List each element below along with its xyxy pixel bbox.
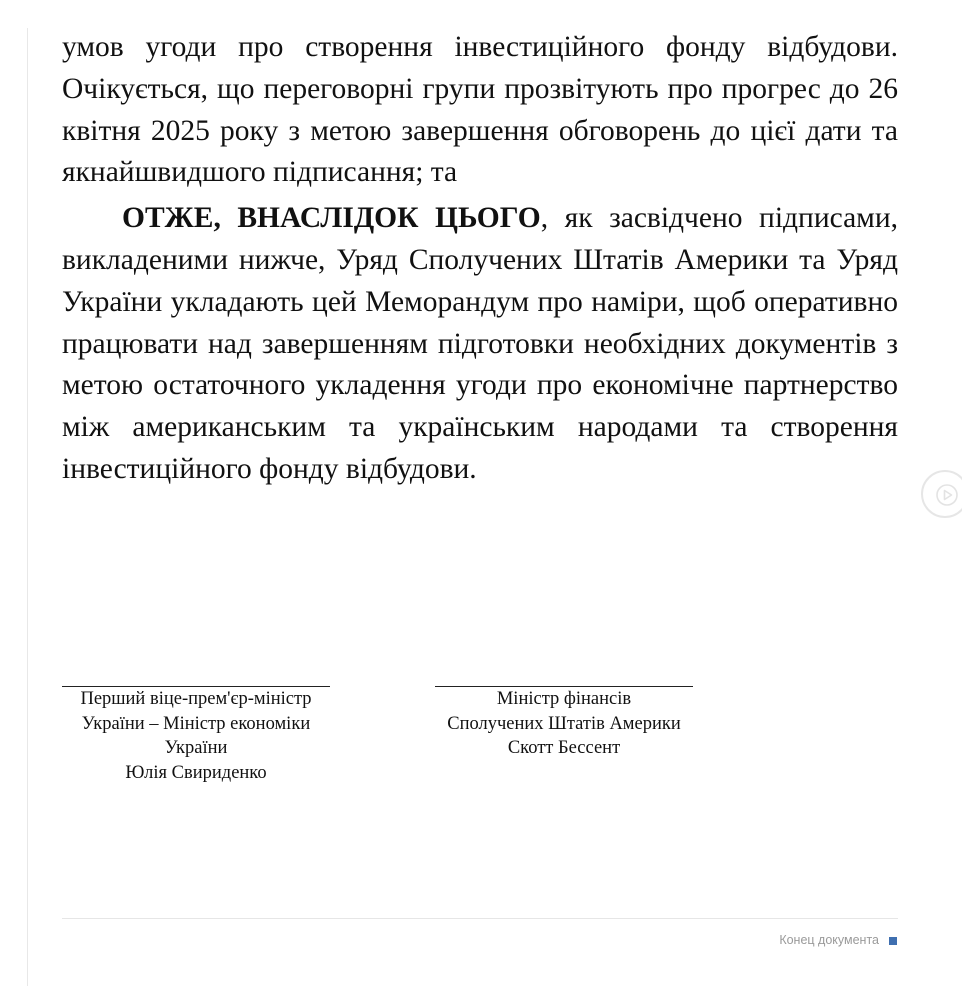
play-button[interactable]	[921, 470, 962, 518]
signature-block-left	[62, 686, 330, 785]
signature-left-name: Юлія Свириденко	[125, 762, 267, 783]
signature-right-title-line-2: Сполучених Штатів Америки	[447, 713, 681, 734]
paragraph-2	[62, 198, 898, 491]
document-body	[62, 27, 898, 491]
signature-left-title-line-1: Перший віце-прем'єр-міністр	[80, 689, 312, 709]
signature-right-name: Скотт Бессент	[507, 738, 621, 758]
end-of-document-marker	[889, 937, 897, 945]
signature-left-title-line-2: України – Міністр економіки	[81, 713, 311, 734]
signature-right-title-line-1: Міністр фінансів	[496, 689, 632, 709]
signature-block-right	[435, 686, 693, 761]
end-of-document-label: Конец документа	[779, 933, 879, 947]
left-margin-rule	[27, 28, 28, 986]
signature-left-title-line-3: України	[164, 738, 228, 758]
paragraph-2-bold-lead: ОТЖЕ, ВНАСЛІДОК ЦЬОГО	[122, 202, 541, 235]
paragraph-2-text: , як засвідчено підписами, викладеними нижче, Уряд Сполучених Штатів Америки та Уряд України укладають цей Меморандум про наміри, щоб оперативно працювати над завершенням підготовки необхідних документів з метою остаточного укладення угоди про економічне партнерство між американським та українським народами та створення інвестиційного фонду відбудови.	[62, 202, 898, 485]
paragraph-1: умов угоди про створення інвестиційного фонду відбудови. Очікується, що переговорні групи прозвітують про прогрес до 26 квітня 2025 року з метою завершення обговорень до цієї дати та якнайшвидшого підписання; та	[62, 31, 898, 189]
footer-divider	[62, 918, 898, 919]
play-icon	[935, 483, 959, 507]
